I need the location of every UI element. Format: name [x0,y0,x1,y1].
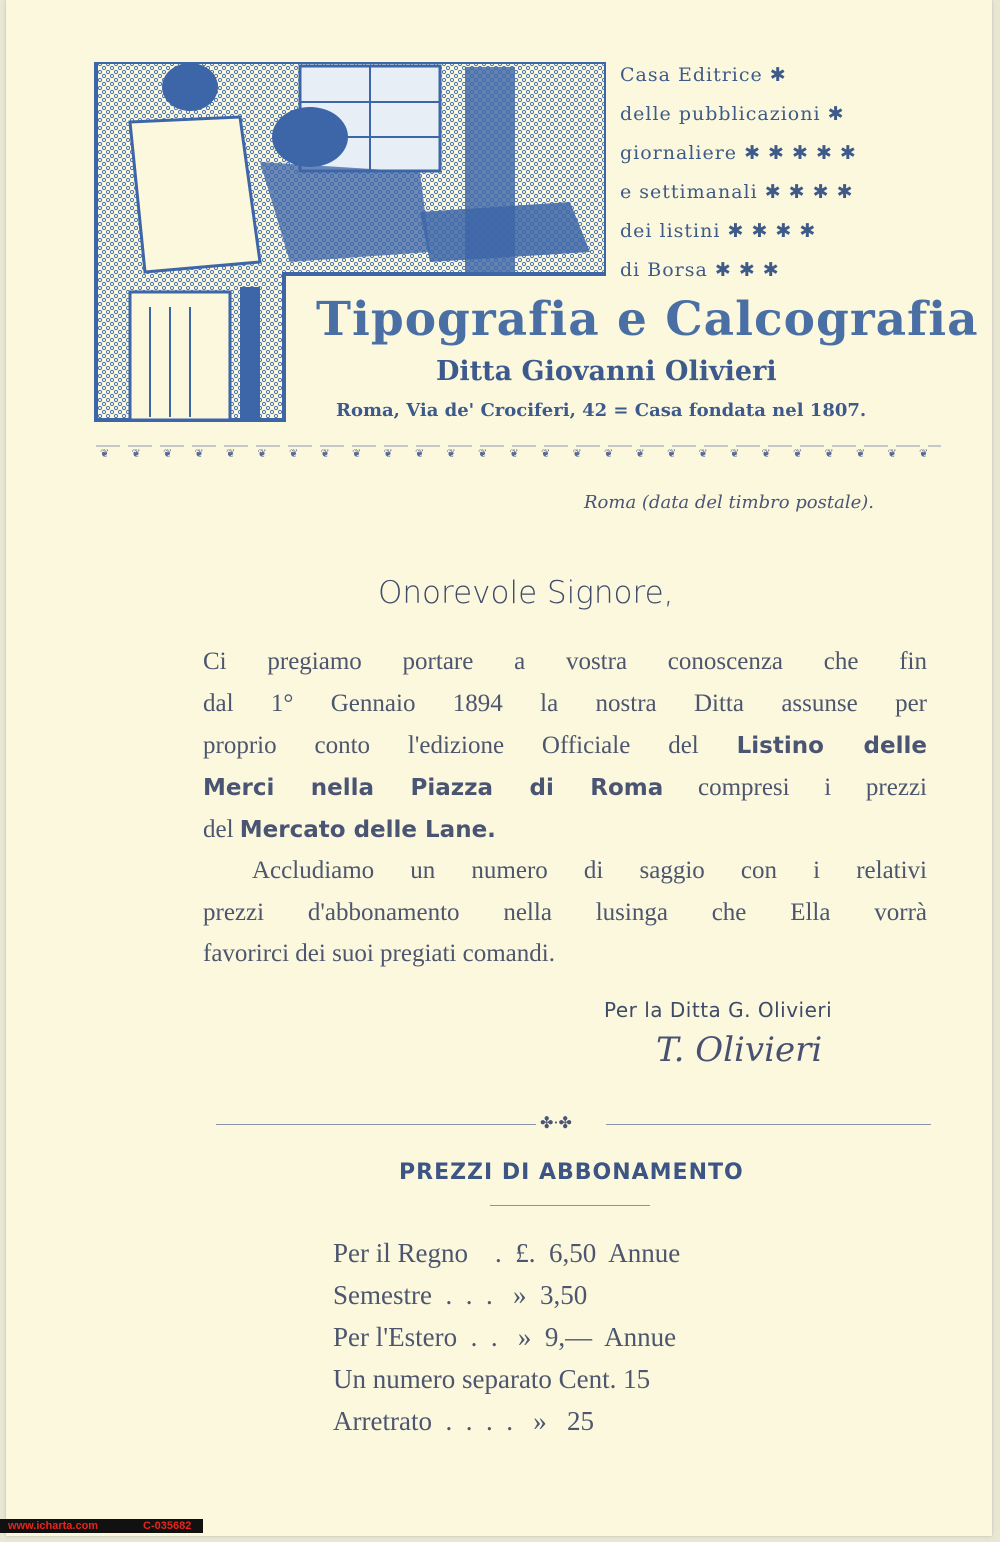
body-bold: Mercato delle Lane. [239,817,496,843]
ornament-icon: ❦ [163,447,173,459]
ornament-icon: ❦ [824,447,834,459]
heading-underline [490,1205,650,1206]
body-line: Accludiamo un numero di saggio con i relativi [252,857,927,884]
ornament-icon: ❦ [352,447,362,459]
company-address: Roma, Via de' Crociferi, 42 = Casa fondata nel 1807. [336,400,867,421]
watermark-site: www.icharta.com [8,1520,99,1532]
tagline-line: e settimanali ✱ ✱ ✱ ✱ [620,181,854,203]
body-text: del [203,816,234,843]
ornament-icon: ❦ [383,447,393,459]
ornament-icon: ❦ [226,447,236,459]
tagline-line: delle pubblicazioni ✱ [620,103,845,125]
ornament-icon: ❦ [100,447,110,459]
signature-line: Per la Ditta G. Olivieri [604,998,833,1022]
body-line: favorirci dei suoi pregiati comandi. [203,940,555,967]
ornament-icon: ❦ [730,447,740,459]
watermark-code: C-035682 [143,1520,192,1532]
price-row: Per il Regno . £. 6,50 Annue [333,1238,681,1268]
tagline-line: Casa Editrice ✱ [620,64,787,86]
ornament-icon: ✤·✤ [540,1113,572,1132]
body-bold: Merci nella Piazza di Roma [203,775,664,801]
watermark-banner [0,1519,203,1533]
price-row: Arretrato . . . . » 25 [333,1406,594,1436]
handwritten-signature: T. Olivieri [656,1030,823,1070]
ornament-icon: ❦ [478,447,488,459]
body-line: Ci pregiamo portare a vostra conoscenza che fin [203,648,927,675]
tagline [620,56,857,290]
ornament-icon: ❦ [604,447,614,459]
tagline-line: dei listini ✱ ✱ ✱ ✱ [620,220,817,242]
ornament-icon: ❦ [572,447,582,459]
tagline-line: di Borsa ✱ ✱ ✱ [620,259,780,281]
price-row: Semestre . . . » 3,50 [333,1280,588,1310]
price-row: Un numero separato Cent. 15 [333,1364,651,1394]
ornament-icon: ❦ [793,447,803,459]
company-title: Tipografia e Calcografia [316,292,979,347]
body-text: compresi i prezzi [697,774,927,801]
body-bold: Listino delle [736,733,927,759]
greeting: Onorevole Signore, [378,575,674,611]
tagline-line: giornaliere ✱ ✱ ✱ ✱ ✱ [620,142,857,164]
ornament-icon: ❦ [919,447,929,459]
ornament-icon: ❦ [509,447,519,459]
body-line [203,774,927,802]
ornament-icon: ❦ [446,447,456,459]
ornament-icon: ❦ [131,447,141,459]
ornament-icon: ❦ [194,447,204,459]
date-line: Roma (data del timbro postale). [584,492,874,513]
ornament-icon: ❦ [887,447,897,459]
body-line: dal 1° Gennaio 1894 la nostra Ditta assunse per [203,690,927,717]
ornament-icon: ❦ [698,447,708,459]
prices-heading: PREZZI DI ABBONAMENTO [399,1160,744,1185]
ornament-icon: ❦ [635,447,645,459]
divider-left [216,1124,536,1125]
ornament-icon: ❦ [761,447,771,459]
ornament-icon: ❦ [320,447,330,459]
body-text: proprio conto l'edizione Officiale del [203,732,699,759]
ornament-icon: ❦ [415,447,425,459]
ornament-icon: ❦ [541,447,551,459]
letter-sheet [6,0,992,1536]
ornament-icon: ❦ [257,447,267,459]
body-line [203,816,927,844]
price-row: Per l'Estero . . » 9,— Annue [333,1322,677,1352]
body-line [203,732,927,760]
ornamental-divider [96,443,941,459]
ornament-icon: ❦ [667,447,677,459]
ornament-icon: ❦ [289,447,299,459]
firm-name: Ditta Giovanni Olivieri [436,356,777,387]
body-line: prezzi d'abbonamento nella lusinga che Ella vorrà [203,899,927,926]
divider-right [606,1124,931,1125]
ornament-icon: ❦ [856,447,866,459]
